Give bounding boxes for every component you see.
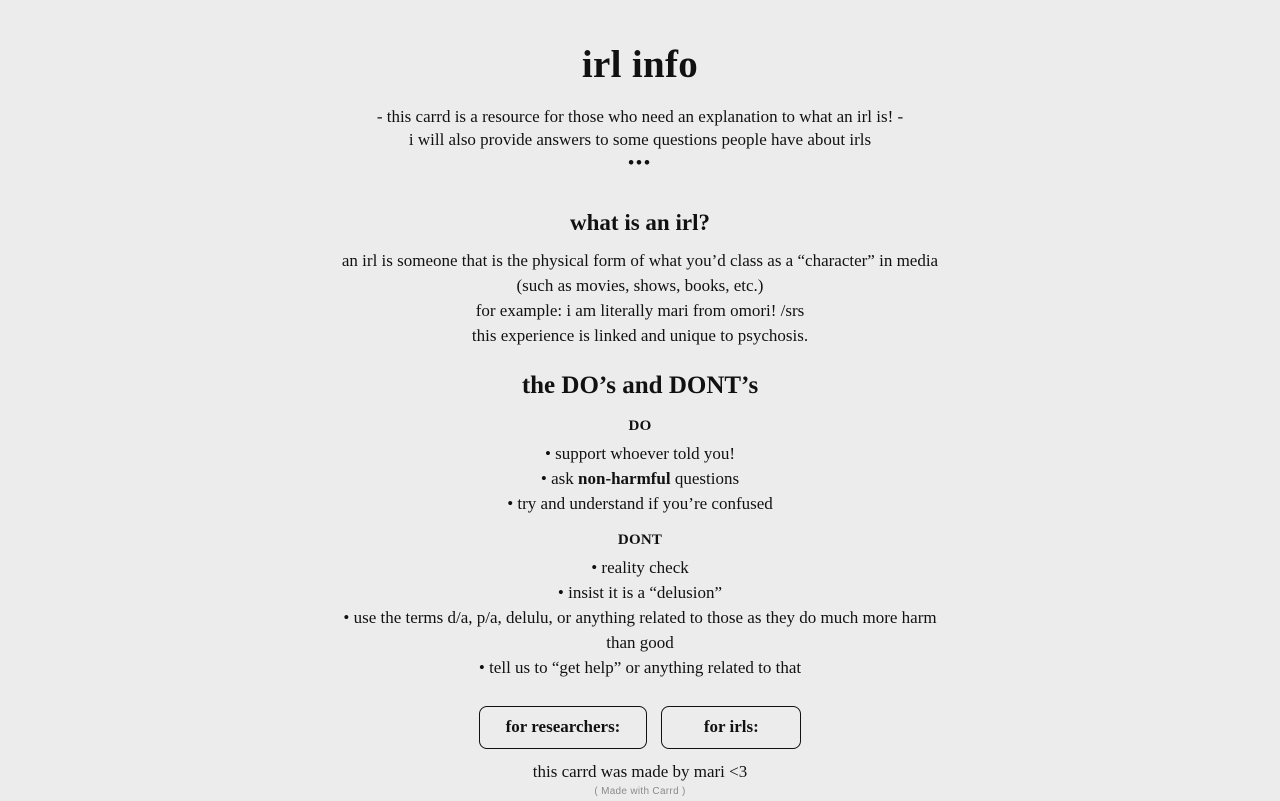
content-wrapper xyxy=(340,42,940,801)
dont-item-2: • insist it is a “delusion” xyxy=(557,583,723,603)
what-is-an-irl-section xyxy=(340,208,940,348)
page-title: irl info xyxy=(581,43,699,86)
dont-item-4: • tell us to “get help” or anything related to that xyxy=(478,658,802,678)
do-label: DO xyxy=(628,418,652,435)
what-is-definition: an irl is someone that is the physical form of what you’d class as a “character” in media (such as movies, shows, books, etc.) xyxy=(341,250,939,295)
intro-line-2: i will also provide answers to some questions people have about irls xyxy=(408,129,872,149)
do-item-1: • support whoever told you! xyxy=(544,444,736,464)
dos-donts-section xyxy=(340,370,940,681)
do-item-3: • try and understand if you’re confused xyxy=(507,494,773,514)
what-is-psychosis-note: this experience is linked and unique to psychosis. xyxy=(471,325,809,345)
do-item-2 xyxy=(340,466,940,491)
carrd-credit[interactable]: ( Made with Carrd ) xyxy=(594,785,686,797)
made-by-credit: this carrd was made by mari <3 xyxy=(532,761,748,781)
divider-dots: ••• xyxy=(628,152,652,172)
do-item-2-suffix: questions xyxy=(670,469,740,489)
intro-line-1: - this carrd is a resource for those who need an explanation to what an irl is! - xyxy=(376,106,904,126)
what-is-an-irl-heading: what is an irl? xyxy=(570,209,710,235)
dont-item-1: • reality check xyxy=(591,558,689,578)
button-row xyxy=(340,706,940,749)
dont-label: DONT xyxy=(617,532,663,549)
spacer xyxy=(340,516,940,528)
do-item-2-prefix: • ask xyxy=(540,469,579,489)
for-researchers-button[interactable]: for researchers: xyxy=(479,706,648,749)
dont-item-3: • use the terms d/a, p/a, delulu, or anything related to those as they do much more harm than good xyxy=(343,608,937,653)
dos-donts-heading: the DO’s and DONT’s xyxy=(521,371,759,399)
for-irls-button[interactable]: for irls: xyxy=(661,706,801,749)
do-item-2-bold: non-harmful xyxy=(578,469,671,489)
what-is-example: for example: i am literally mari from omori! /srs xyxy=(475,300,805,320)
